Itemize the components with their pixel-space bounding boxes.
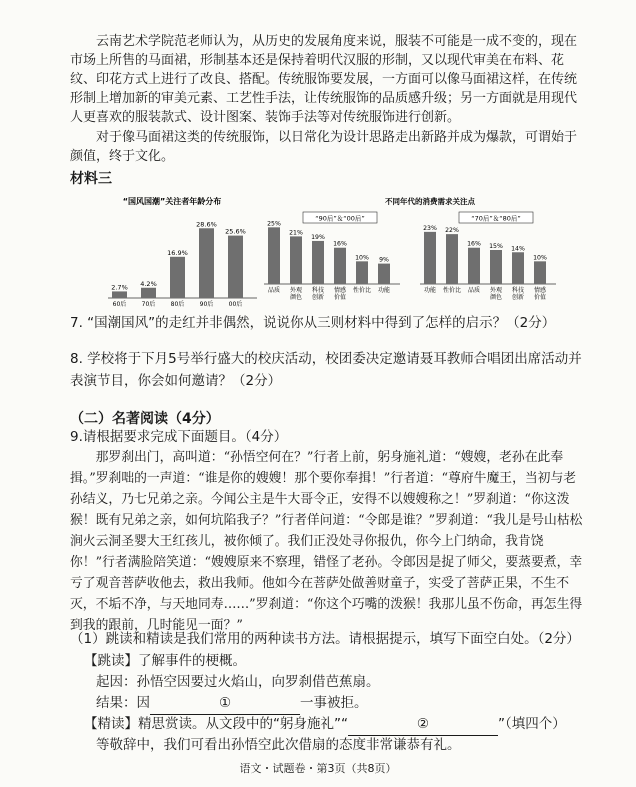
chart2-category-label-line2: 价值 [333,294,347,301]
chart2-category-label-line2: 价值 [533,294,547,301]
chart2-bar [356,261,368,284]
chart2-category-label: 性价比 [442,287,462,294]
chart1-bar [170,257,185,298]
close-reading-line-2: 等敬辞中，我们可看出孙悟空此次借扇的态度非常谦恭有礼。 [96,737,461,753]
chart1-category-label: 00后 [228,301,243,308]
chart1-bar [228,236,243,298]
result-line [96,692,616,715]
chart2-value-label: 21% [289,229,303,237]
chart1-value-label: 16.9% [167,248,188,257]
chart2-category-label-line2: 颜色 [289,294,303,301]
chart2-value-label: 10% [533,254,547,262]
chart2-value-label: 16% [467,240,481,248]
chart2-bar [312,241,324,284]
chart1-value-label: 28.6% [196,220,217,229]
chart2-bar [512,252,524,284]
result-suffix: 一事被拒。 [300,695,368,711]
story-passage: 那罗刹出门，高叫道：“孙悟空何在？”行者上前，躬身施礼道：“嫂嫂，老孙在此奉揖。”罗刹咄的一声道：“谁是你的嫂嫂！那个要你奉揖！”行者道：“尊府牛魔王，当初与老孙结义，乃七兄弟之亲。今闻公主是牛大哥令正，安得不以嫂嫂称之！”罗刹道：“你这泼猴！既有兄弟之亲，如何坑陷我子？”行者佯问道：“令郎是谁？”罗刹道：“我儿是号山枯松涧火云洞圣婴大王红孩儿，被你倾了。我们正没处寻你报仇，你今上门纳命，我肯饶你！”行者满脸陪笑道：“嫂嫂原来不察理，错怪了老孙。令郎因是捉了师父，要蒸要煮，幸亏了观音菩萨收他去，救出我师。他如今在菩萨处做善财童子，实受了菩萨正果，不生不灭，不垢不净，与天地同寿……”罗刹道：“你这个巧嘴的泼猴！我那儿虽不伤命，再怎生得到我的跟前，几时能见一面？” [70,450,583,633]
chart2-category-label: 外观 [289,287,303,294]
chart1-bar [112,291,127,298]
chart2-category-label: 外观 [489,287,503,294]
page-footer: 语文・试题卷・第3页（共8页） [239,762,397,775]
chart1-category-label: 80后 [170,301,185,308]
chart2-bar [424,232,436,284]
chart2-value-label: 25% [267,220,281,228]
chart2-bar [468,248,480,284]
chart1-value-label: 2.7% [111,283,128,292]
chart2-category-label: 品质 [467,287,481,294]
chart2-category-label-line2: 创新 [511,294,525,301]
question-9-1: （1）跳读和精读是我们常用的两种读书方法。请根据提示，填写下面空白处。（2分） [70,631,580,647]
chart1-bar [199,228,214,298]
chart2-category-label: 情感 [333,287,347,294]
chart2-category-label: 功能 [423,287,437,294]
chart2-value-label: 16% [333,240,347,248]
result-prefix: 结果：因 [96,695,150,711]
chart2-value-label: 9% [379,256,389,264]
close-reading-line [84,713,604,736]
chart2-category-label: 科技 [311,287,325,294]
answer-blank-1[interactable]: ① [150,692,300,715]
chart2-bar [446,234,458,284]
chart2-value-label: 23% [423,224,437,232]
chart2-category-label: 品质 [267,287,281,294]
chart1-bar [141,288,156,298]
chart2-category-label: 功能 [377,287,391,294]
chart1-value-label: 25.6% [225,227,246,236]
passage-paragraph-1: 云南艺术学院范老师认为，从历史的发展角度来说，服装不可能是一成不变的，现在市场上所售的马面裙，形制基本还是保持着明代汉服的形制，又以现代审美在布料、花纹、印花方式上进行了改良、搭配。传统服饰要发展，一方面可以像马面裙这样，在传统形制上增加新的审美元素、工艺性手法，让传统服饰的品质感升级；另一方面就是用现代人更喜欢的服装款式、设计图案、装饰手法等对传统服饰进行创新。 [70,34,578,125]
chart2-category-label: 性价比 [352,287,372,294]
chart2-bar [334,248,346,284]
chart2-value-label: 10% [355,254,369,262]
chart2-category-label-line2: 颜色 [489,294,503,301]
chart2-bar [490,250,502,284]
passage-paragraph-2: 对于像马面裙这类的传统服饰，以日常化为设计思路走出新路并成为爆款，可谓始于颜值，终于文化。 [70,130,578,164]
close-suffix: ”（填四个） [497,716,566,732]
chart2-group-label: “90后”＆“00后” [315,214,365,223]
section-2-heading: （二）名著阅读（4分） [70,411,220,427]
chart2-value-label: 22% [445,227,459,235]
consumer-demand-chart [264,196,556,301]
chart1-category-label: 90后 [199,301,214,308]
question-7: 7. “国潮国风”的走红并非偶然，说说你从三则材料中得到了怎样的启示？（2分） [70,315,556,331]
chart2-group-label: “70后”＆“80后” [471,214,521,223]
chart1-value-label: 4.2% [140,279,157,288]
chart2-category-label: 科技 [511,287,525,294]
charts-figure [0,190,636,315]
material-three-heading: 材料三 [70,171,112,187]
chart1-category-label: 60后 [112,301,127,308]
chart2-value-label: 14% [511,245,525,253]
close-prefix: 【精读】精思赏读。从文段中的“躬身施礼”“ [84,716,348,732]
chart2-category-label-line2: 创新 [311,294,325,301]
chart2-bar [268,227,280,284]
answer-blank-2[interactable]: ② [348,713,498,736]
question-9-heading: 9.请根据要求完成下面题目。（4分） [70,429,288,445]
age-distribution-chart [108,196,257,308]
skim-reading-label: 【跳读】了解事件的梗概。 [84,653,246,669]
chart2-title: 不同年代的消费需求关注点 [385,197,475,206]
chart1-title: “国风国潮”关注者年龄分布 [122,197,222,206]
chart2-value-label: 19% [311,233,325,241]
chart1-category-label: 70后 [141,301,156,308]
chart2-category-label: 情感 [533,287,547,294]
question-8: 8. 学校将于下月5号举行盛大的校庆活动，校团委决定邀请聂耳教师合唱团出席活动并表演节目，你会如何邀请？（2分） [70,351,582,389]
cause-line: 起因：孙悟空因要过火焰山，向罗刹借芭蕉扇。 [96,674,380,690]
chart2-bar [378,264,390,284]
chart2-value-label: 15% [489,243,503,250]
chart2-bar [534,261,546,284]
chart2-bar [290,236,302,284]
